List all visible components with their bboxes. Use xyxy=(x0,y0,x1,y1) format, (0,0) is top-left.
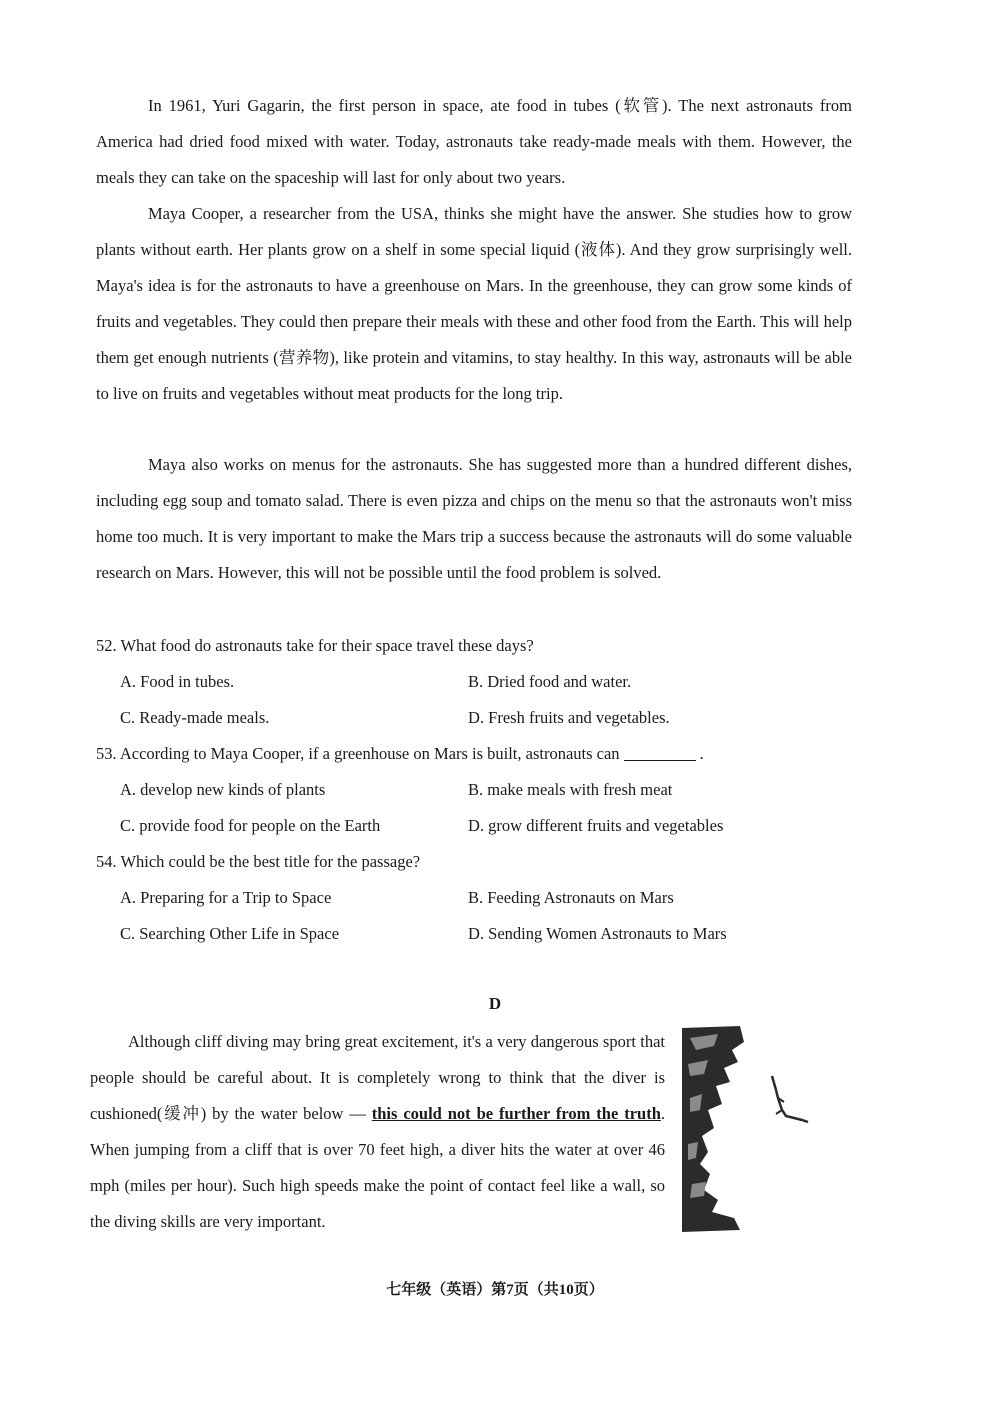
section-d-paragraph xyxy=(90,1024,665,1240)
passage-paragraph-3: Maya also works on menus for the astronauts. She has suggested more than a hundred different dishes, including egg soup and tomato salad. There is even pizza and chips on the menu so that the astronauts won't miss home too much. It is very important to make the Mars trip a success because the astronauts will do some valuable research on Mars. However, this will not be possible until the food problem is solved. xyxy=(96,455,852,582)
question-54-option-b[interactable]: B. Feeding Astronauts on Mars xyxy=(468,888,674,907)
question-52-option-b[interactable]: B. Dried food and water. xyxy=(468,672,632,691)
question-54-option-a[interactable]: A. Preparing for a Trip to Space xyxy=(120,888,332,907)
question-52-option-a[interactable]: A. Food in tubes. xyxy=(120,672,235,691)
section-d-text-before: Although cliff diving may bring great excitement, it's a very dangerous sport that people should be careful about. It is completely wrong to think that the diver is cushioned(缓冲) by the water below — xyxy=(90,1032,665,1123)
question-53-stem xyxy=(96,742,704,766)
section-d-text-after: . When jumping from a cliff that is over 70 feet high, a diver hits the water at over 46 mph (miles per hour). Such high speeds make the point of contact feel like a wall, so the diving skills are very important. xyxy=(90,1104,665,1231)
question-52-stem: 52. What food do astronauts take for their space travel these days? xyxy=(96,636,534,655)
question-54-option-d[interactable]: D. Sending Women Astronauts to Mars xyxy=(468,924,727,943)
cliff-diver-illustration-icon xyxy=(678,1024,818,1234)
question-53-option-d[interactable]: D. grow different fruits and vegetables xyxy=(468,816,724,835)
question-53-stem-text: 53. According to Maya Cooper, if a greenhouse on Mars is built, astronauts can xyxy=(96,744,620,763)
question-53-option-a[interactable]: A. develop new kinds of plants xyxy=(120,780,326,799)
question-54-stem: 54. Which could be the best title for the passage? xyxy=(96,852,421,871)
answer-blank[interactable] xyxy=(624,760,696,761)
section-heading-d: D xyxy=(488,994,502,1013)
question-52-option-c[interactable]: C. Ready-made meals. xyxy=(120,708,270,727)
question-54-option-c[interactable]: C. Searching Other Life in Space xyxy=(120,924,340,943)
passage-paragraph-1: In 1961, Yuri Gagarin, the first person in space, ate food in tubes (软管). The next astronauts from America had dried food mixed with water. Today, astronauts take ready-made meals with them. However, the meals they can take on the spaceship will last for only about two years. xyxy=(96,96,852,187)
question-53-option-c[interactable]: C. provide food for people on the Earth xyxy=(120,816,381,835)
question-52-option-d[interactable]: D. Fresh fruits and vegetables. xyxy=(468,708,670,727)
question-53-option-b[interactable]: B. make meals with fresh meat xyxy=(468,780,673,799)
underlined-phrase: this could not be further from the truth xyxy=(371,1104,661,1123)
passage-paragraph-2: Maya Cooper, a researcher from the USA, thinks she might have the answer. She studies how to grow plants without earth. Her plants grow on a shelf in some special liquid (液体). And they grow surprisingly well. Maya's idea is for the astronauts to have a greenhouse on Mars. In the greenhouse, they can grow some kinds of fruits and vegetables. They could then prepare their meals with these and other food from the Earth. This will help them get enough nutrients (营养物), like protein and vitamins, to stay healthy. In this way, astronauts will be able to live on fruits and vegetables without meat products for the long trip. xyxy=(96,204,852,403)
page-footer: 七年级（英语）第7页（共10页） xyxy=(386,1282,604,1298)
question-53-stem-end: . xyxy=(699,744,704,763)
